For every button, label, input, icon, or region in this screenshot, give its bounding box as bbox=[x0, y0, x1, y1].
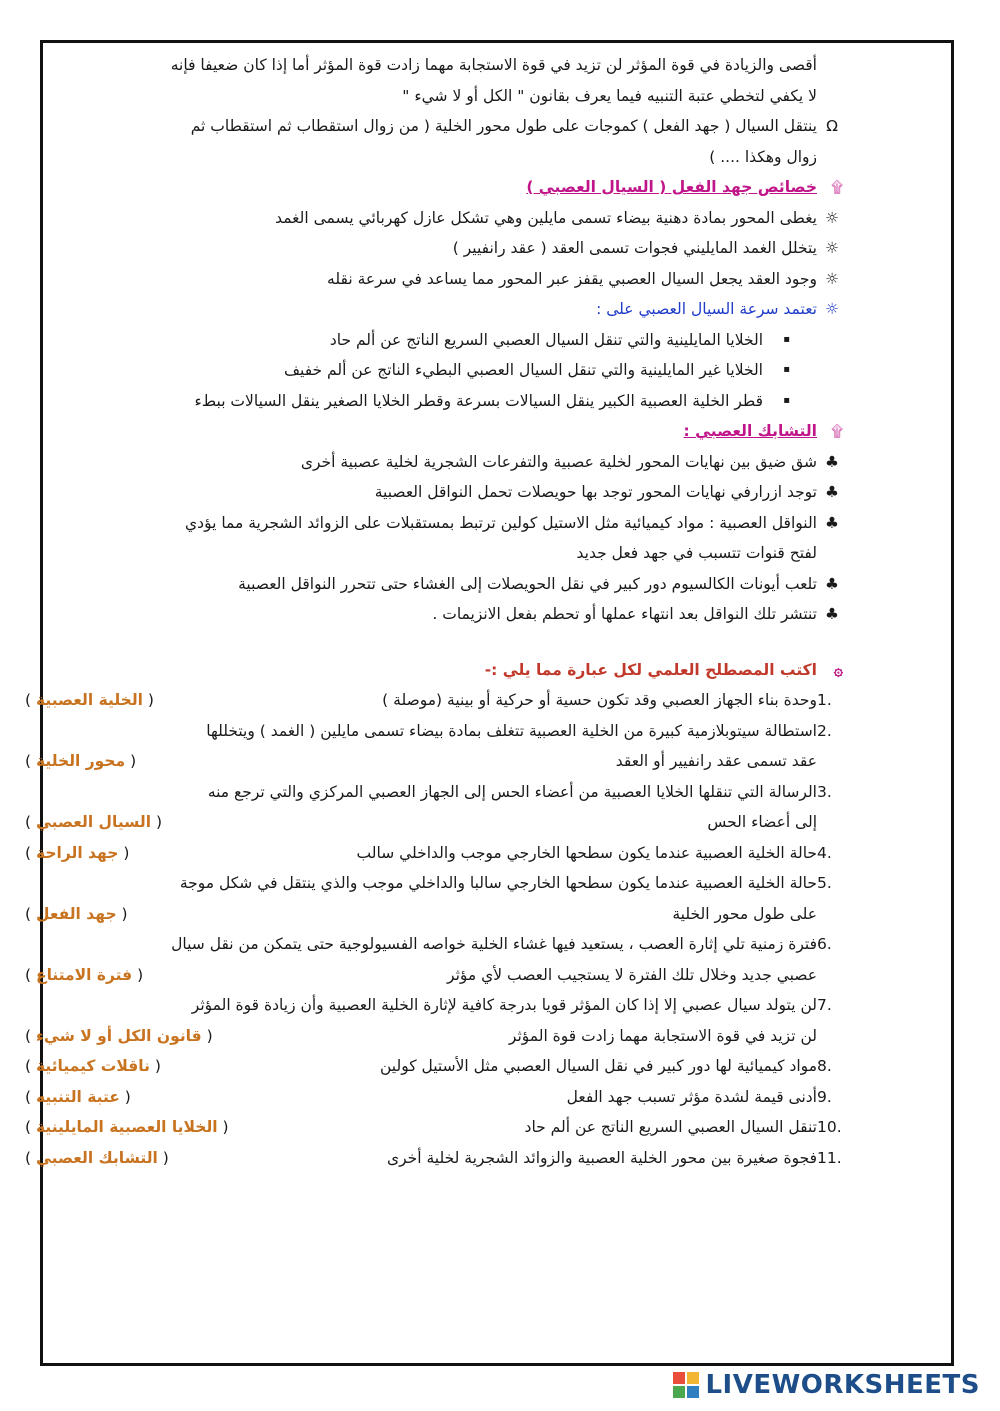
answer-text: محور الخلية bbox=[35, 752, 126, 770]
synapse-item bbox=[55, 447, 855, 478]
paren: ) bbox=[25, 1087, 36, 1106]
bullet-text: يغطى المحور بمادة دهنية بيضاء تسمى مايلين وهي تشكل عازل كهربائي يسمى الغمد bbox=[275, 208, 817, 227]
synapse-text: توجد ازرارفي نهايات المحور توجد بها حويصلات تحمل النواقل العصبية bbox=[374, 483, 817, 501]
bullet-text: يتخلل الغمد المايليني فجوات تسمى العقد ( عقد رانفيير ) bbox=[452, 239, 817, 257]
club-icon: ♣ bbox=[825, 513, 839, 532]
exercise-line bbox=[55, 929, 855, 960]
club-icon: ♣ bbox=[825, 483, 839, 501]
paren: ) bbox=[25, 691, 36, 709]
answer-text: الخلية العصبية bbox=[35, 691, 143, 709]
answer-label bbox=[25, 1051, 161, 1082]
exercise-line bbox=[25, 899, 855, 930]
paren: ( bbox=[116, 904, 128, 923]
item-number: 8. bbox=[817, 1057, 832, 1075]
club-icon: ♣ bbox=[825, 574, 839, 593]
paren: ) bbox=[25, 843, 36, 862]
paren: ( bbox=[157, 1148, 169, 1167]
paren: ) bbox=[25, 813, 36, 831]
synapse-text: تلعب أيونات الكالسيوم دور كبير في نقل الحويصلات إلى الغشاء حتى تتحرر النواقل العصبية bbox=[238, 574, 817, 593]
exercise-text: على طول محور الخلية bbox=[672, 904, 817, 923]
exercise-line bbox=[25, 838, 855, 869]
paren: ) bbox=[25, 752, 36, 770]
paren: ( bbox=[118, 843, 130, 862]
paren: ) bbox=[25, 965, 36, 984]
section-icon: ۩ bbox=[831, 422, 843, 440]
item-number: 7. bbox=[817, 996, 832, 1014]
exercise-text: تنقل السيال العصبي السريع الناتج عن ألم حاد bbox=[524, 1118, 817, 1136]
exercise-text: أدنى قيمة لشدة مؤثر تسبب جهد الفعل bbox=[566, 1087, 817, 1106]
paren: ( bbox=[151, 813, 163, 831]
exercise-line bbox=[25, 1143, 855, 1174]
sun-icon: ☼ bbox=[825, 269, 839, 288]
exercise-text: فترة زمنية تلي إثارة العصب ، يستعيد فيها غشاء الخلية خواصه الفسيولوجية حتى يتمكن من نقل سيال bbox=[171, 935, 817, 953]
paren: ) bbox=[25, 1118, 36, 1136]
paren: ( bbox=[125, 752, 137, 770]
paren: ) bbox=[25, 1057, 36, 1075]
sun-icon: ☼ bbox=[825, 239, 839, 257]
exercise-line bbox=[25, 960, 855, 991]
worksheet-content bbox=[25, 50, 855, 1173]
exercise-line bbox=[25, 1051, 855, 1082]
square-bullet-icon: ▪ bbox=[783, 333, 790, 345]
answer-label bbox=[25, 1021, 213, 1052]
sun-icon: ☼ bbox=[825, 208, 839, 227]
paren: ( bbox=[217, 1118, 229, 1136]
answer-label bbox=[25, 960, 143, 991]
item-number: 3. bbox=[817, 782, 832, 801]
paren: ) bbox=[25, 1026, 36, 1045]
exercise-line bbox=[25, 685, 855, 716]
answer-label bbox=[25, 746, 136, 777]
exercise-line bbox=[55, 990, 855, 1021]
exercise-line bbox=[25, 1021, 855, 1052]
section-title: خصائص جهد الفعل ( السيال العصبي ) bbox=[526, 178, 817, 196]
item-number: 10. bbox=[817, 1118, 842, 1136]
answer-label bbox=[25, 899, 128, 930]
omega-item-cont: زوال وهكذا .... ) bbox=[709, 147, 817, 166]
bullet-item bbox=[55, 264, 855, 295]
section-icon: ۩ bbox=[831, 178, 843, 196]
exercise-line bbox=[25, 807, 855, 838]
exercise-text: فجوة صغيرة بين محور الخلية العصبية والزوائد الشجرية لخلية أخرى bbox=[387, 1148, 817, 1167]
synapse-item-cont: لفتح قنوات تتسبب في جهد فعل جديد bbox=[576, 544, 817, 562]
section-heading bbox=[55, 416, 855, 447]
answer-text: قانون الكل أو لا شيء bbox=[35, 1026, 202, 1045]
exercise-line bbox=[55, 777, 855, 808]
item-number: 5. bbox=[817, 874, 832, 892]
paren: ) bbox=[25, 904, 36, 923]
answer-label bbox=[25, 1112, 229, 1143]
footer-logo bbox=[673, 1369, 980, 1401]
intro-line: لا يكفي لتخطي عتبة التنبيه فيما يعرف بقانون " الكل أو لا شيء " bbox=[402, 86, 817, 105]
paren: ( bbox=[119, 1087, 131, 1106]
answer-label bbox=[25, 1143, 169, 1174]
exercise-line bbox=[55, 868, 855, 899]
answer-text: جهد الراحة bbox=[35, 843, 119, 862]
exercise-text: وحدة بناء الجهاز العصبي وقد تكون حسية أو حركية أو بينية (موصلة ) bbox=[382, 691, 817, 709]
speed-item bbox=[55, 386, 855, 417]
exercise-text: عقد تسمى عقد رانفيير أو العقد bbox=[615, 752, 817, 770]
speed-heading: ☼ تعتمد سرعة السيال العصبي على : bbox=[55, 294, 855, 325]
intro-line: أقصى والزيادة في قوة المؤثر لن تزيد في قوة الاستجابة مهما زادت قوة المؤثر أما إذا كان ضعيفا فإنه bbox=[170, 56, 817, 74]
omega-item: Ω ينتقل السيال ( جهد الفعل ) كموجات على طول محور الخلية ( من زوال استقطاب ثم استقطاب ثم bbox=[55, 111, 855, 142]
synapse-item bbox=[55, 569, 855, 600]
exercise-line bbox=[25, 1082, 855, 1113]
section-title: التشابك العصبي : bbox=[683, 422, 817, 440]
paren: ( bbox=[201, 1026, 213, 1045]
bullet-item bbox=[55, 203, 855, 234]
exercise-text: عصبي جديد وخلال تلك الفترة لا يستجيب العصب لأي مؤثر bbox=[447, 965, 817, 984]
omega-icon: Ω bbox=[826, 117, 838, 135]
exercise-line bbox=[25, 746, 855, 777]
answer-text: ناقلات كيميائية bbox=[35, 1057, 150, 1075]
exercise-line bbox=[55, 716, 855, 747]
answer-label bbox=[25, 685, 154, 716]
speed-item bbox=[55, 325, 855, 356]
answer-text: عتبة التنبيه bbox=[35, 1087, 120, 1106]
answer-text: التشابك العصبي bbox=[35, 1148, 158, 1167]
paren: ) bbox=[25, 1148, 36, 1167]
synapse-text: شق ضيق بين نهايات المحور لخلية عصبية والتفرعات الشجرية لخلية عصبية أخرى bbox=[300, 452, 817, 471]
exercise-text: إلى أعضاء الحس bbox=[707, 813, 817, 831]
item-number: 4. bbox=[817, 843, 832, 862]
speed-text: الخلايا غير المايلينية والتي تنقل السيال العصبي البطيء الناتج عن ألم خفيف bbox=[283, 361, 763, 379]
exercise-text: حالة الخلية العصبية عندما يكون سطحها الخارجي موجب والداخلي سالب bbox=[356, 843, 817, 862]
speed-text: الخلايا المايلينية والتي تنقل السيال العصبي السريع الناتج عن ألم حاد bbox=[329, 330, 763, 349]
synapse-item bbox=[55, 477, 855, 508]
answer-text: جهد الفعل bbox=[35, 904, 117, 923]
item-number: 9. bbox=[817, 1087, 832, 1106]
answer-label bbox=[25, 807, 162, 838]
club-icon: ♣ bbox=[825, 605, 839, 623]
speed-text: قطر الخلية العصبية الكبير ينقل السيالات بسرعة وقطر الخلايا الصغير ينقل السيالات ببطء bbox=[194, 391, 763, 410]
synapse-item bbox=[55, 599, 855, 630]
paren: ( bbox=[142, 691, 154, 709]
exercise-title: اكتب المصطلح العلمي لكل عبارة مما يلي :- bbox=[484, 660, 817, 679]
liveworksheets-logo-icon bbox=[673, 1372, 699, 1398]
synapse-text: تنتشر تلك النواقل بعد انتهاء عملها أو تحطم بفعل الانزيمات . bbox=[432, 605, 817, 623]
section-heading bbox=[55, 172, 855, 203]
exercise-heading bbox=[55, 655, 855, 686]
bullet-text: وجود العقد يجعل السيال العصبي يقفز عبر المحور مما يساعد في سرعة نقله bbox=[327, 269, 817, 288]
exercise-text: استطالة سيتوبلازمية كبيرة من الخلية العصبية تتغلف بمادة بيضاء تسمى مايلين ( الغمد ) ويتخللها bbox=[206, 721, 817, 740]
item-number: 2. bbox=[817, 721, 832, 740]
exercise-text: مواد كيميائية لها دور كبير في نقل السيال العصبي مثل الأستيل كولين bbox=[380, 1057, 817, 1075]
exercise-line bbox=[25, 1112, 855, 1143]
item-number: 11. bbox=[817, 1148, 842, 1167]
square-bullet-icon: ▪ bbox=[783, 394, 790, 406]
exercise-text: لن يتولد سيال عصبي إلا إذا كان المؤثر قويا بدرجة كافية لإثارة الخلية العصبية وأن زيادة قوة المؤثر bbox=[191, 996, 817, 1014]
exercise-text: حالة الخلية العصبية عندما يكون سطحها الخارجي سالبا والداخلي موجب والذي ينتقل في شكل موجة bbox=[179, 874, 817, 892]
sun-icon: ☼ bbox=[825, 300, 839, 318]
brand-name: LIVEWORKSHEETS bbox=[705, 1370, 980, 1400]
square-bullet-icon: ▪ bbox=[783, 364, 790, 375]
synapse-item bbox=[55, 508, 855, 539]
answer-text: السيال العصبي bbox=[35, 813, 152, 831]
paren: ( bbox=[132, 965, 144, 984]
item-number: 1. bbox=[817, 691, 832, 709]
answer-text: فترة الامتناع bbox=[35, 965, 133, 984]
exercise-icon: ۞ bbox=[833, 660, 843, 679]
bullet-item bbox=[55, 233, 855, 264]
speed-item bbox=[55, 355, 855, 386]
exercise-text: لن تزيد في قوة الاستجابة مهما زادت قوة المؤثر bbox=[508, 1026, 817, 1045]
club-icon: ♣ bbox=[825, 452, 839, 471]
answer-text: الخلايا العصبية المايلينية bbox=[35, 1118, 218, 1136]
exercise-text: الرسالة التي تنقلها الخلايا العصبية من أعضاء الحس إلى الجهاز العصبي المركزي والتي ترجع منه bbox=[207, 782, 817, 801]
item-number: 6. bbox=[817, 935, 832, 953]
synapse-text: النواقل العصبية : مواد كيميائية مثل الاستيل كولين ترتبط بمستقبلات على الزوائد الشجرية مما يؤدي bbox=[185, 513, 817, 532]
paren: ( bbox=[149, 1057, 161, 1075]
answer-label bbox=[25, 1082, 131, 1113]
answer-label bbox=[25, 838, 129, 869]
